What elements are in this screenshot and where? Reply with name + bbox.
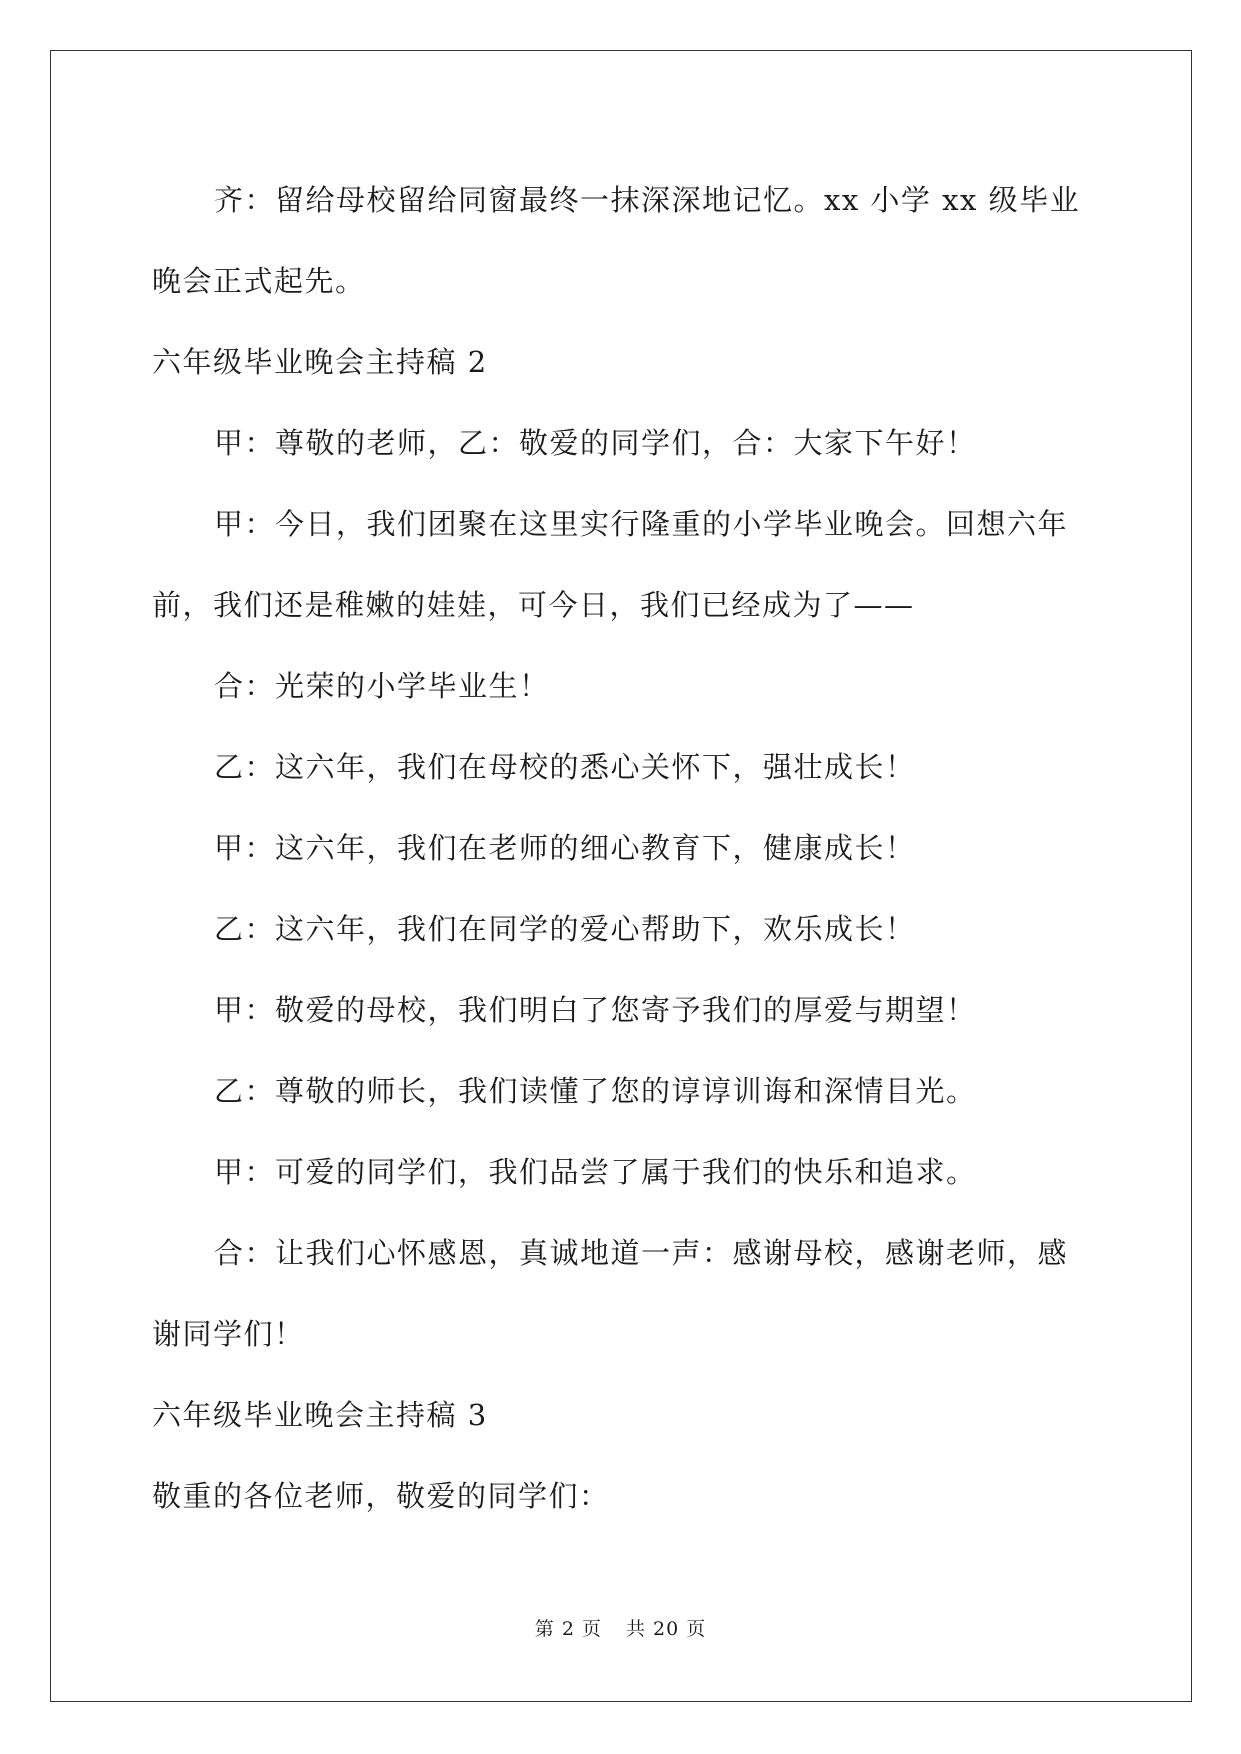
paragraph: 甲：可爱的同学们，我们品尝了属于我们的快乐和追求。	[214, 1155, 977, 1189]
page-footer	[0, 1614, 1241, 1641]
section-heading-3: 六年级毕业晚会主持稿 3	[152, 1398, 488, 1432]
paragraph: 甲：敬爱的母校，我们明白了您寄予我们的厚爱与期望！	[214, 993, 977, 1027]
page-number: 第 2 页	[534, 1618, 602, 1640]
paragraph: 甲：今日，我们团聚在这里实行隆重的小学毕业晚会。回想六年前，我们还是稚嫩的娃娃，可今日，我们已经成为了——	[152, 507, 1069, 622]
paragraph: 合：让我们心怀感恩，真诚地道一声：感谢母校，感谢老师，感谢同学们！	[152, 1236, 1069, 1351]
paragraph: 甲：尊敬的老师，乙：敬爱的同学们，合：大家下午好！	[214, 426, 977, 460]
paragraph: 乙：尊敬的师长，我们读懂了您的谆谆训诲和深情目光。	[214, 1074, 977, 1108]
paragraph-closing-line: 齐：留给母校留给同窗最终一抹深深地记忆。xx 小学 xx 级毕业晚会正式起先。	[152, 183, 1081, 298]
paragraph: 甲：这六年，我们在老师的细心教育下，健康成长！	[214, 831, 916, 865]
page-total: 共 20 页	[625, 1618, 707, 1640]
paragraph: 乙：这六年，我们在同学的爱心帮助下，欢乐成长！	[214, 912, 916, 946]
section-heading-2: 六年级毕业晚会主持稿 2	[152, 345, 488, 379]
paragraph: 乙：这六年，我们在母校的悉心关怀下，强壮成长！	[214, 750, 916, 784]
paragraph: 合：光荣的小学毕业生！	[214, 669, 550, 703]
document-body	[152, 160, 1092, 1537]
salutation: 敬重的各位老师，敬爱的同学们：	[152, 1479, 610, 1513]
